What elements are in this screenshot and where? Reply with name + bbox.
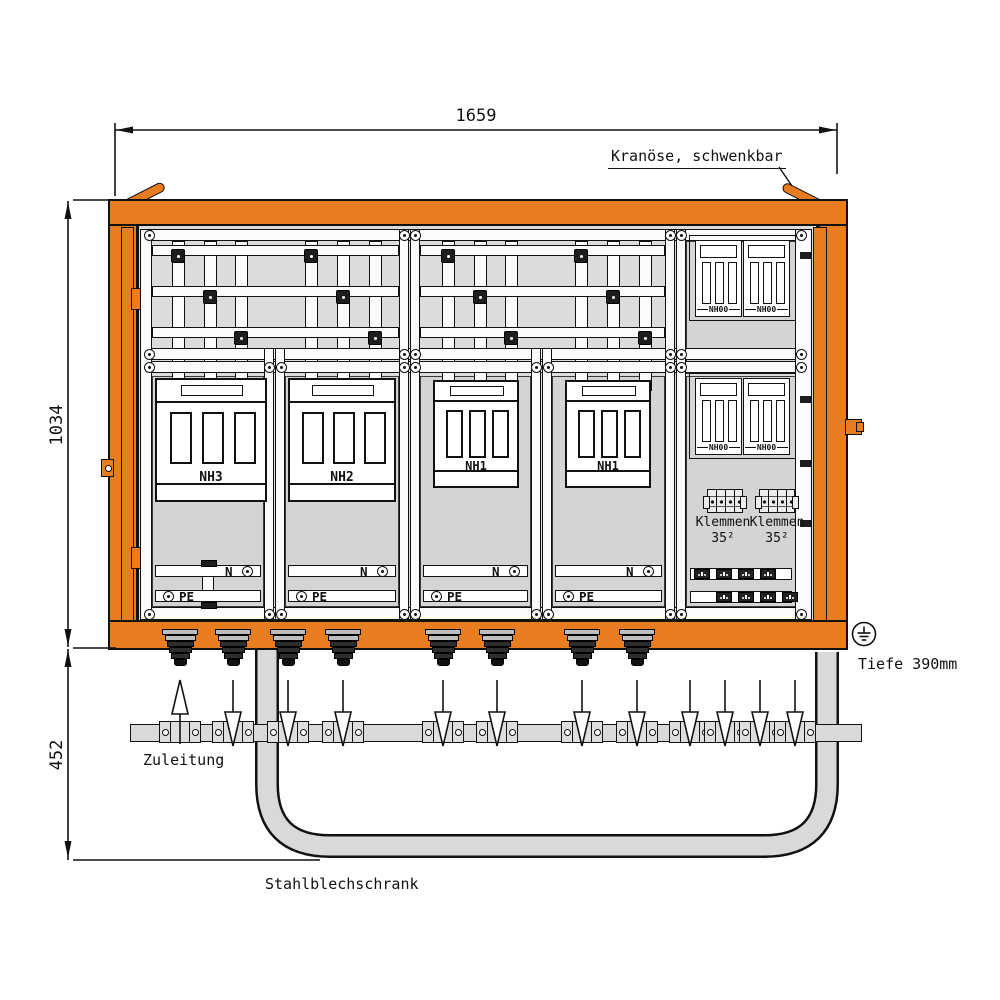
nh00-label: NH00 [745,305,788,314]
pe-busbar-label: PE [579,589,595,604]
arrowhead-hollow [682,712,698,746]
dimension-base-value: 452 [47,739,67,771]
arrowhead [65,841,72,858]
depth-note: Tiefe 390mm [858,655,958,673]
arrowhead-hollow [752,712,768,746]
arrowhead-hollow [335,712,351,746]
cabinet-type-label: Stahlblechschrank [265,875,419,893]
nh1-label: NH1 [465,459,487,473]
arrowhead-hollow [717,712,733,746]
terminal-label: Klemmen [695,515,751,530]
terminal-label: Klemmen [749,515,805,530]
pe-busbar-label: PE [179,589,195,604]
leader-line [779,167,792,186]
arrowhead-hollow [280,712,296,746]
arrowhead-hollow [435,712,451,746]
arrowhead-hollow [629,712,645,746]
arrowhead [65,629,72,646]
n-busbar-label: N [225,564,233,579]
cable-flow-arrows [172,680,803,746]
n-busbar-label: N [492,564,500,579]
n-busbar-label: N [360,564,368,579]
crane-eye-label: Kranöse, schwenkbar [608,147,786,169]
nh00-label: NH00 [697,305,740,314]
n-busbar-label: N [626,564,634,579]
arrowhead-hollow [489,712,505,746]
earth-symbol-icon [853,623,876,646]
arrowhead [65,202,72,219]
arrowhead-hollow [225,712,241,746]
nh1-label: NH1 [597,459,619,473]
nh00-label: NH00 [745,443,788,452]
arrowhead [116,127,133,134]
arrowhead [819,127,836,134]
supply-label: Zuleitung [143,751,225,769]
nh00-label: NH00 [697,443,740,452]
pe-busbar-label: PE [312,589,328,604]
terminal-size: 35² [765,531,789,546]
arrowhead [65,650,72,667]
pe-busbar-label: PE [447,589,463,604]
arrowhead-hollow [172,680,188,714]
dimension-width-value: 1659 [455,106,497,126]
arrowhead-hollow [787,712,803,746]
nh3-label: NH3 [199,470,223,485]
dimension-height-value: 1034 [47,404,67,446]
nh2-label: NH2 [330,470,354,485]
arrowhead-hollow [574,712,590,746]
terminal-size: 35² [711,531,735,546]
